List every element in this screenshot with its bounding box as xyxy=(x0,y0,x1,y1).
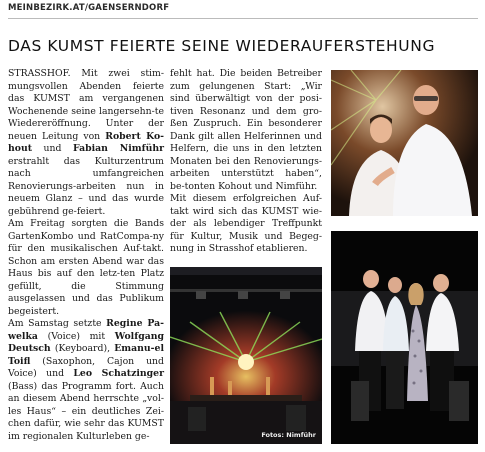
paragraph: Mit diesem erfolgreichen Auf-takt wird sich das KUMST wie-der als lebendiger Treffpunkt für Kultur, Musik und Begeg-nung in Strasshof etablieren. xyxy=(170,193,322,254)
paragraph: STRASSHOF. Mit zwei stim-mungsvollen Abenden feierte das KUMST am vergangenen Wochenende seine langersehn-te Wiedereröffnung. Unter der neuen Leitung von Robert Ko-hout und Fabian Nimführ erstrahlt das Kulturzentrum nach umfangreichen Renovierungs-arbeiten nun in neuem Glanz – und das wurde gebührend ge-feiert. xyxy=(8,68,165,217)
article-column-1 xyxy=(8,68,164,443)
paragraph: fehlt hat. Die beiden Betreiber zum gelungenen Start: „Wir sind überwältigt von der posi-tiven Resonanz und dem gro-ßen Zuspruch. Ein besonderer Dank gilt allen Helferinnen und Helfern, die uns in den letzten Monaten bei den Renovierungs-arbeiten unterstützt haben“, be-tonten Kohout und Nimführ. xyxy=(170,68,322,192)
divider xyxy=(8,18,478,19)
section-kicker: MEINBEZIRK.AT/GAENSERNDORF xyxy=(8,3,170,13)
headline: DAS KUMST FEIERTE SEINE WIEDERAUFERSTEHUNG xyxy=(8,37,436,55)
photo-credit: Fotos: Nimführ xyxy=(261,431,316,439)
photo-operators xyxy=(331,70,478,216)
paragraph: Am Samstag setzte Regine Pa-welka (Voice) mit Wolfgang Deutsch (Keyboard), Emanu-el Toifl (Saxophon, Cajon und Voice) und Leo Schatzinger (Bass) das Programm fort. Auch an diesem Abend herrschte „vol-les Haus“ – ein deutliches Zei-chen dafür, wie sehr das KUMST im regionalen Kulturleben ge- xyxy=(8,318,164,442)
article-column-2 xyxy=(170,68,322,256)
paragraph: Am Freitag sorgten die Bands GartenKombo und RatCompa-ny für den musikalischen Auf-takt. Schon am ersten Abend war das Haus bis auf den letz-ten Platz gefüllt, die Stimmung ausgelassen und das Publikum begeistert. xyxy=(8,218,164,317)
photo-group xyxy=(331,231,478,444)
photo-stage xyxy=(170,267,322,444)
